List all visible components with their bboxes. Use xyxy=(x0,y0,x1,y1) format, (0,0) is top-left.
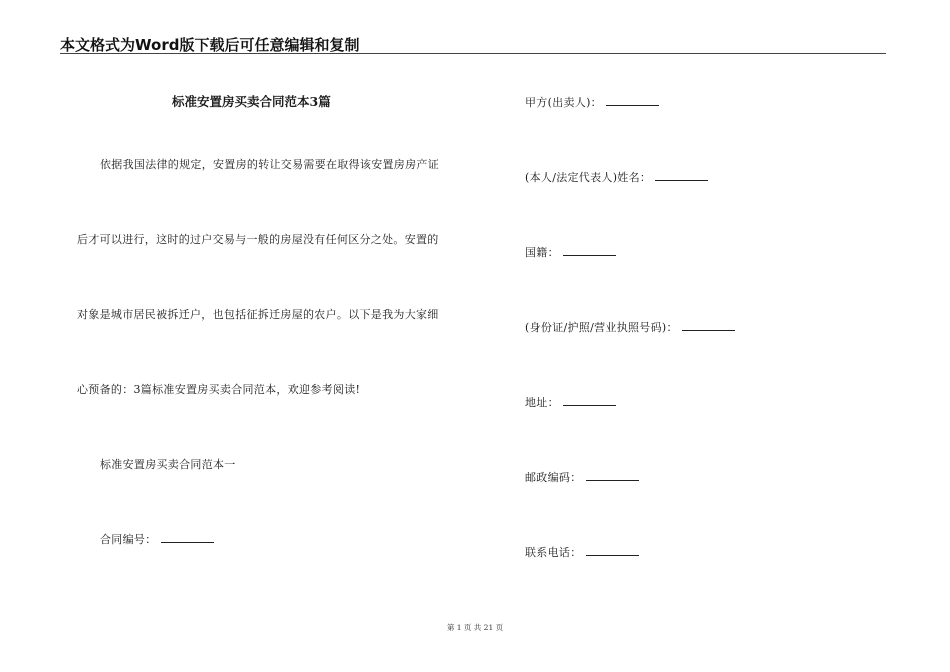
contract-number-field xyxy=(100,531,214,547)
field-label: 联系电话： xyxy=(525,546,582,559)
name-field xyxy=(525,169,708,185)
header-divider xyxy=(60,53,886,54)
postal-code-field xyxy=(525,469,639,485)
seller-field xyxy=(525,94,659,110)
paragraph-line: 心预备的：3篇标准安置房买卖合同范本，欢迎参考阅读! xyxy=(77,383,361,396)
field-blank xyxy=(606,96,659,106)
field-label: (身份证/护照/营业执照号码)： xyxy=(525,321,678,334)
section-heading: 标准安置房买卖合同范本一 xyxy=(100,458,236,471)
paragraph-line: 依据我国法律的规定，安置房的转让交易需要在取得该安置房房产证 xyxy=(100,158,439,171)
phone-field xyxy=(525,544,639,560)
contract-number-blank xyxy=(161,533,214,543)
field-blank xyxy=(586,471,639,481)
field-label: 国籍： xyxy=(525,246,559,259)
nationality-field xyxy=(525,244,616,260)
document-header: 本文格式为Word版下载后可任意编辑和复制 xyxy=(60,36,360,54)
field-blank xyxy=(563,246,616,256)
id-number-field xyxy=(525,319,735,335)
field-label: 邮政编码： xyxy=(525,471,582,484)
page-number: 第 1 页 共 21 页 xyxy=(446,623,504,632)
address-field xyxy=(525,394,616,410)
field-label: (本人/法定代表人)姓名： xyxy=(525,171,652,184)
field-label: 地址： xyxy=(525,396,559,409)
field-blank xyxy=(563,396,616,406)
field-blank xyxy=(586,546,639,556)
field-blank xyxy=(655,171,708,181)
field-blank xyxy=(682,321,735,331)
contract-number-label: 合同编号： xyxy=(100,533,157,546)
field-label: 甲方(出卖人)： xyxy=(525,96,602,109)
document-title: 标准安置房买卖合同范本3篇 xyxy=(172,94,331,109)
paragraph-line: 后才可以进行，这时的过户交易与一般的房屋没有任何区分之处。安置的 xyxy=(77,233,439,246)
paragraph-line: 对象是城市居民被拆迁户，也包括征拆迁房屋的农户。以下是我为大家细 xyxy=(77,308,439,321)
